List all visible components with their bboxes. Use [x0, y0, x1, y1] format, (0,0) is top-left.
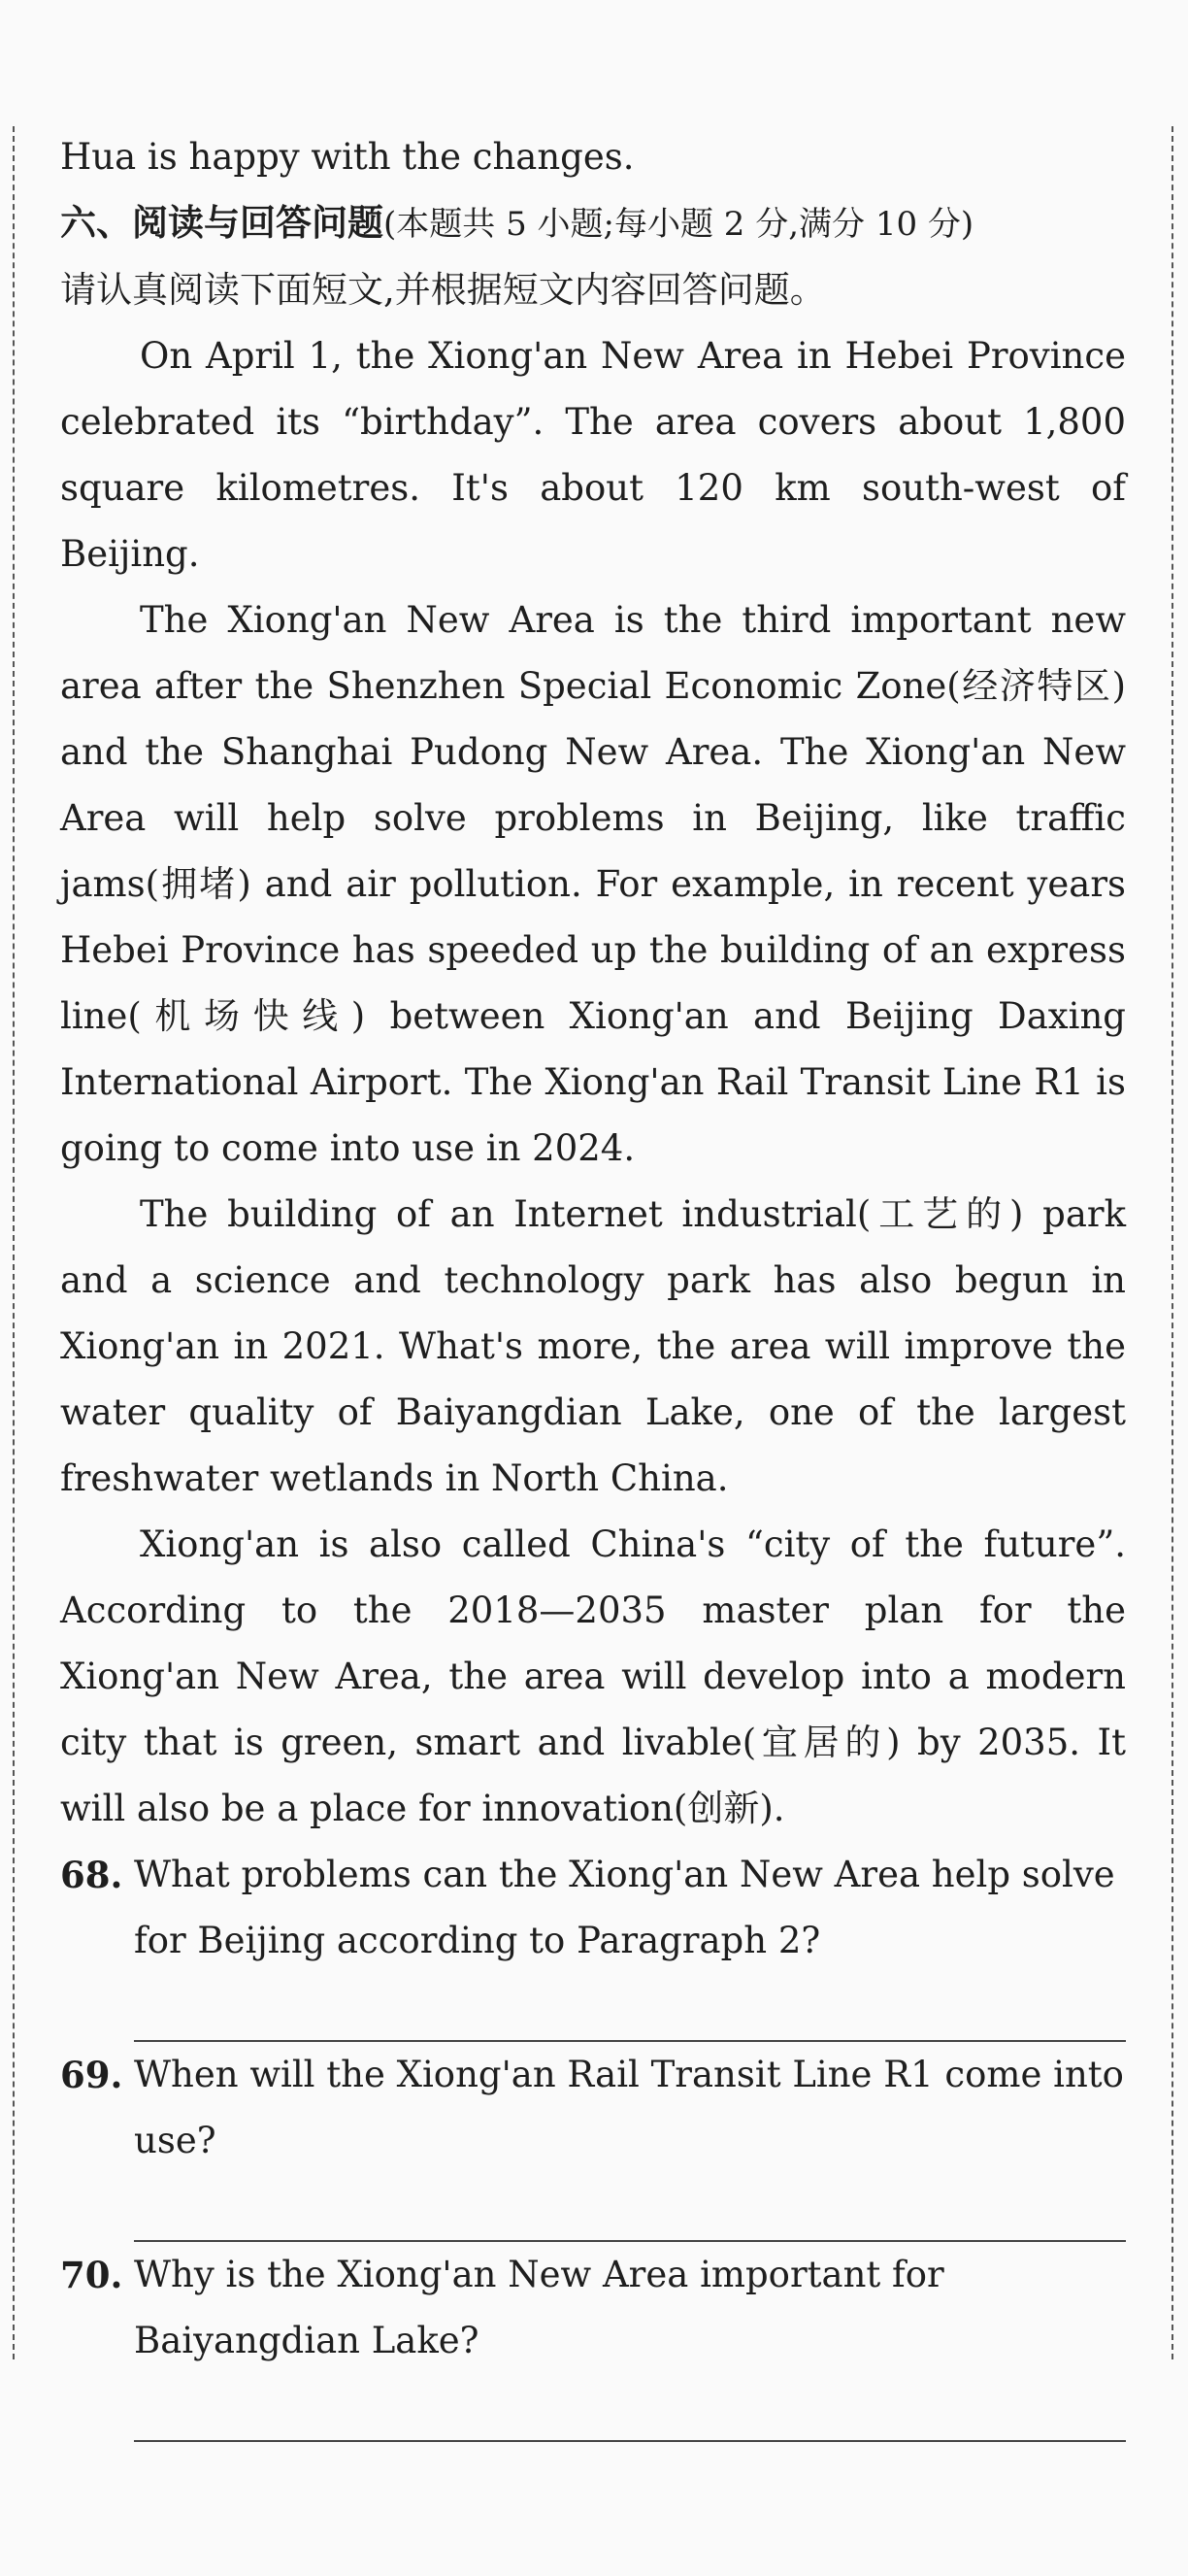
- worksheet-content: [60, 124, 1126, 2442]
- question-69: [60, 2042, 1126, 2174]
- section-instruction: 请认真阅读下面短文,并根据短文内容回答问题。: [60, 269, 826, 311]
- question-text: What problems can the Xiong'an New Area help solve for Beijing according to Paragraph 2?: [134, 1854, 1115, 1961]
- question-number: 68.: [60, 1854, 123, 1896]
- passage-paragraph-3: The building of an Internet industrial(工艺的) park and a science and technology park has also begun in Xiong'an in 2021. What's more, the area will improve the water quality of Baiyangdian Lake, one of the largest freshwater wetlands in North China.: [60, 1193, 1126, 1499]
- right-dashed-border: [1172, 126, 1173, 2359]
- question-text: When will the Xiong'an Rail Transit Line R1 come into use?: [134, 2054, 1124, 2161]
- question-text: Why is the Xiong'an New Area important for Baiyangdian Lake?: [134, 2254, 944, 2361]
- answer-line-69[interactable]: [134, 2174, 1126, 2242]
- question-68: [60, 1842, 1126, 1974]
- question-70: [60, 2242, 1126, 2374]
- question-number: 70.: [60, 2254, 123, 2296]
- answer-line-70[interactable]: [134, 2374, 1126, 2442]
- question-number: 69.: [60, 2054, 123, 2096]
- section-note: (本题共 5 小题;每小题 2 分,满分 10 分): [383, 205, 974, 244]
- answer-line-68[interactable]: [134, 1974, 1126, 2042]
- section-heading: [60, 190, 1126, 257]
- passage-paragraph-1: On April 1, the Xiong'an New Area in Hebei Province celebrated its “birthday”. The area covers about 1,800 square kilometres. It's about 120 km south-west of Beijing.: [60, 335, 1126, 575]
- left-dashed-border: [13, 126, 15, 2359]
- previous-question-tail: Hua is happy with the changes.: [60, 136, 635, 178]
- passage-paragraph-2: The Xiong'an New Area is the third important new area after the Shenzhen Special Economic Zone(经济特区) and the Shanghai Pudong New Area. The Xiong'an New Area will help solve problems in Beijing, like traffic jams(拥堵) and air pollution. For example, in recent years Hebei Province has speeded up the building of an express line(机场快线) between Xiong'an and Beijing Daxing International Airport. The Xiong'an Rail Transit Line R1 is going to come into use in 2024.: [60, 599, 1126, 1169]
- passage-paragraph-4: Xiong'an is also called China's “city of the future”. According to the 2018—2035 master plan for the Xiong'an New Area, the area will develop into a modern city that is green, smart and livable(宜居的) by 2035. It will also be a place for innovation(创新).: [60, 1523, 1126, 1829]
- section-title: 六、阅读与回答问题: [60, 202, 383, 244]
